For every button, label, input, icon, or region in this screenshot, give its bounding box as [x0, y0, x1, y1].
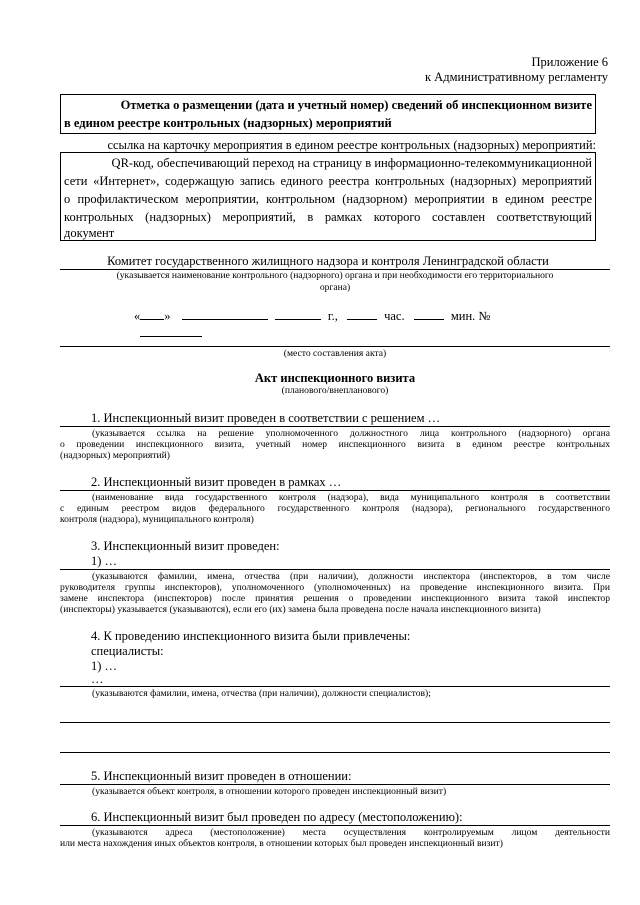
month-field[interactable]	[182, 307, 268, 320]
committee-hint-line1: (указывается наименование контрольного (надзорного) органа и при необходимости его территориального	[116, 270, 554, 281]
qr-text-line4: контрольных (надзорных) мероприятий, в рамках которого составлен соответствующий	[64, 210, 592, 224]
card-link-label: ссылка на карточку мероприятия в едином реестре контрольных (надзорных) мероприятий:	[107, 138, 596, 152]
registry-mark-line2: в едином реестре контрольных (надзорных) мероприятий	[64, 116, 392, 130]
section-3-item: 1) …	[91, 554, 118, 568]
section-5-title: 5. Инспекционный визит проведен в отношении:	[91, 769, 352, 783]
section-4-hint: (указываются фамилии, имена, отчества (при наличии), должности специалистов);	[92, 688, 431, 699]
section-6-title: 6. Инспекционный визит был проведен по адресу (местоположению):	[91, 810, 463, 824]
section-3-hint-2: руководителя группы инспекторов), уполномоченного (уполномоченных) на проведение инспекционного визита. При	[60, 582, 610, 593]
section-1-hint-1: (указывается ссылка на решение уполномоченного должностного лица контрольного (надзорного) органа	[92, 428, 610, 439]
section-2-hint-2: с единым реестром видов федерального государственного контроля (надзора), регионального государственного	[60, 503, 610, 514]
appendix-number: Приложение 6	[531, 55, 608, 69]
act-title: Акт инспекционного визита	[254, 371, 416, 385]
minute-number-label: мин. №	[450, 309, 491, 323]
section-4-title: 4. К проведению инспекционного визита были привлечены:	[91, 629, 411, 643]
section-4-dots: …	[91, 672, 104, 686]
act-number-field[interactable]	[140, 324, 202, 337]
section-1-hint-2: о проведении инспекционного визита, учетный номер инспекционного визита в едином реестре контрольных	[60, 439, 610, 450]
year-field[interactable]	[275, 307, 321, 320]
day-field[interactable]	[140, 307, 164, 320]
section-6-hint-1: (указываются адреса (местоположение) места осуществления контролируемым лицом деятельности	[92, 827, 610, 838]
qr-text-line2: сети «Интернет», содержащую запись единого реестра контрольных (надзорных) мероприятий	[64, 174, 592, 188]
date-close-quote: »	[164, 309, 171, 323]
section-4-blank-line-1	[60, 722, 610, 723]
section-3-underline	[60, 569, 610, 570]
section-2-underline	[60, 490, 610, 491]
section-3-hint-3: замене инспектора (инспекторов) после принятия решения о проведении инспекционного визита такой инспектор	[60, 593, 610, 604]
appendix-regulation: к Административному регламенту	[424, 70, 608, 84]
section-5-hint: (указывается объект контроля, в отношении которого проведен инспекционный визит)	[92, 786, 447, 797]
hour-label: час.	[384, 309, 405, 323]
section-2-title: 2. Инспекционный визит проведен в рамках …	[91, 475, 342, 489]
registry-mark-line1: Отметка о размещении (дата и учетный номер) сведений об инспекционном визите	[120, 98, 592, 112]
section-4-item: 1) …	[91, 659, 118, 673]
section-2-hint-1: (наименование вида государственного контроля (надзора), вида муниципального контроля в соответствии	[92, 492, 610, 503]
section-3-title: 3. Инспекционный визит проведен:	[91, 539, 280, 553]
section-3-hint-1: (указываются фамилии, имена, отчества (при наличии), должности инспектора (инспекторов, в том числе	[92, 571, 610, 582]
section-1-hint-3: (надзорных) мероприятий)	[60, 450, 170, 461]
minute-field[interactable]	[414, 307, 444, 320]
hour-field[interactable]	[347, 307, 377, 320]
qr-text-line3: о профилактическом мероприятии, контрольном (надзорном) мероприятии в едином реестре	[64, 192, 592, 206]
section-1-underline	[60, 426, 610, 427]
section-6-underline	[60, 825, 610, 826]
qr-text-line1: QR-код, обеспечивающий переход на страницу в информационно-телекоммуникационной	[111, 156, 592, 170]
date-line	[134, 307, 554, 341]
place-underline	[60, 346, 610, 347]
section-4-underline	[60, 686, 610, 687]
section-4-specialists: специалисты:	[91, 644, 164, 658]
section-6-hint-2: или места нахождения иных объектов контроля, в отношении которых был проведен инспекционный визит)	[60, 838, 503, 849]
section-5-underline	[60, 784, 610, 785]
section-2-hint-3: контроля (надзора), муниципального контроля)	[60, 514, 254, 525]
qr-text-line5: документ	[64, 226, 115, 240]
committee-name: Комитет государственного жилищного надзора и контроля Ленинградской области	[107, 254, 549, 268]
date-open-quote: «	[134, 309, 141, 323]
act-subtitle: (планового/внепланового)	[281, 385, 389, 396]
committee-hint-line2: органа)	[319, 282, 351, 293]
section-1-title: 1. Инспекционный визит проведен в соответствии с решением …	[91, 411, 441, 425]
section-4-blank-line-2	[60, 752, 610, 753]
place-hint: (место составления акта)	[283, 348, 387, 359]
section-3-hint-4: (инспекторы) указывается (указываются), если его (их) замена была проведена после начала инспекционного визита)	[60, 604, 541, 615]
year-label: г.,	[327, 309, 338, 323]
